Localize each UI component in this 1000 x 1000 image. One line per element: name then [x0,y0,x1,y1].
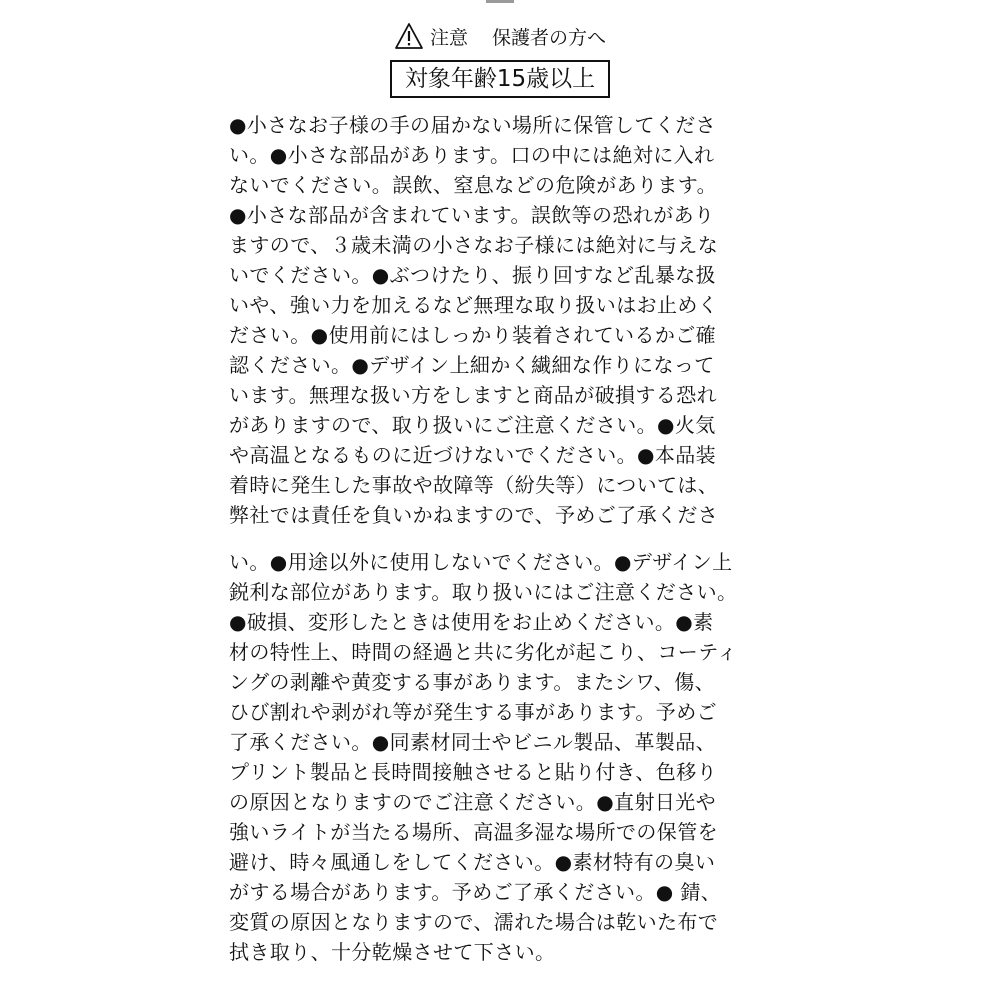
notice-line: 弊社では責任を負いかねますので、予めご了承くださ [229,503,719,527]
notice-line: 認ください。●デザイン上細かく繊細な作りになって [229,353,715,377]
top-edge-mark [486,0,514,3]
notice-line: い。●小さな部品があります。口の中には絶対に入れ [229,143,715,167]
guardian-label: 保護者の方へ [492,27,607,49]
notice-line: 鋭利な部位があります。取り扱いにはご注意ください。 [229,580,738,604]
warning-header [0,22,1000,53]
notice-line: 了承ください。●同素材同士やビニル製品、革製品、 [229,730,717,754]
notice-line: 材の特性上、時間の経過と共に劣化が起こり、コーティ [229,640,738,664]
notice-line: ●破損、変形したときは使用をお止めください。●素 [229,610,714,634]
notice-line: ないでください。誤飲、窒息などの危険があります。 [229,173,717,197]
notice-line: 変質の原因となりますので、濡れた場合は乾いた布で [229,910,719,934]
warning-triangle-icon [394,22,424,50]
notice-line: プリント製品と長時間接触させると貼り付き、色移り [229,760,717,784]
notice-line: 着時に発生した事故や故障等（紛失等）については、 [229,473,719,497]
notice-line: ングの剥離や黄変する事があります。またシワ、傷、 [229,670,715,694]
notice-line: ますので、３歳未満の小さなお子様には絶対に与えな [229,233,719,257]
notice-line: の原因となりますのでご注意ください。●直射日光や [229,790,717,814]
notice-line: います。無理な扱い方をしますと商品が破損する恐れ [229,383,717,407]
notice-line: や高温となるものに近づけないでください。●本品装 [229,443,717,467]
notice-line: ●小さな部品が含まれています。誤飲等の恐れがあり [229,203,715,227]
caution-notice-text [229,110,789,967]
notice-line: い。●用途以外に使用しないでください。●デザイン上 [229,550,733,574]
notice-line: 拭き取り、十分乾燥させて下さい。 [229,940,556,964]
notice-line: いや、強い力を加えるなど無理な取り扱いはお止めく [229,293,719,317]
notice-line: 強いライトが当たる場所、高温多湿な場所での保管を [229,820,718,844]
notice-line: いでください。●ぶつけたり、振り回すなど乱暴な扱 [229,263,717,287]
notice-line: がありますので、取り扱いにご注意ください。●火気 [229,413,716,437]
notice-line: がする場合があります。予めご了承ください。● 錆、 [229,880,722,904]
age-restriction-box: 対象年齢15歳以上 [390,60,610,98]
notice-line: ひび割れや剥がれ等が発生する事があります。予めご [229,700,717,724]
caution-label: 注意 [429,27,468,49]
notice-line: 避け、時々風通しをしてください。●素材特有の臭い [229,850,716,874]
notice-line: ださい。●使用前にはしっかり装着されているかご確 [229,323,717,347]
notice-line: ●小さなお子様の手の届かない場所に保管してくださ [229,113,717,137]
